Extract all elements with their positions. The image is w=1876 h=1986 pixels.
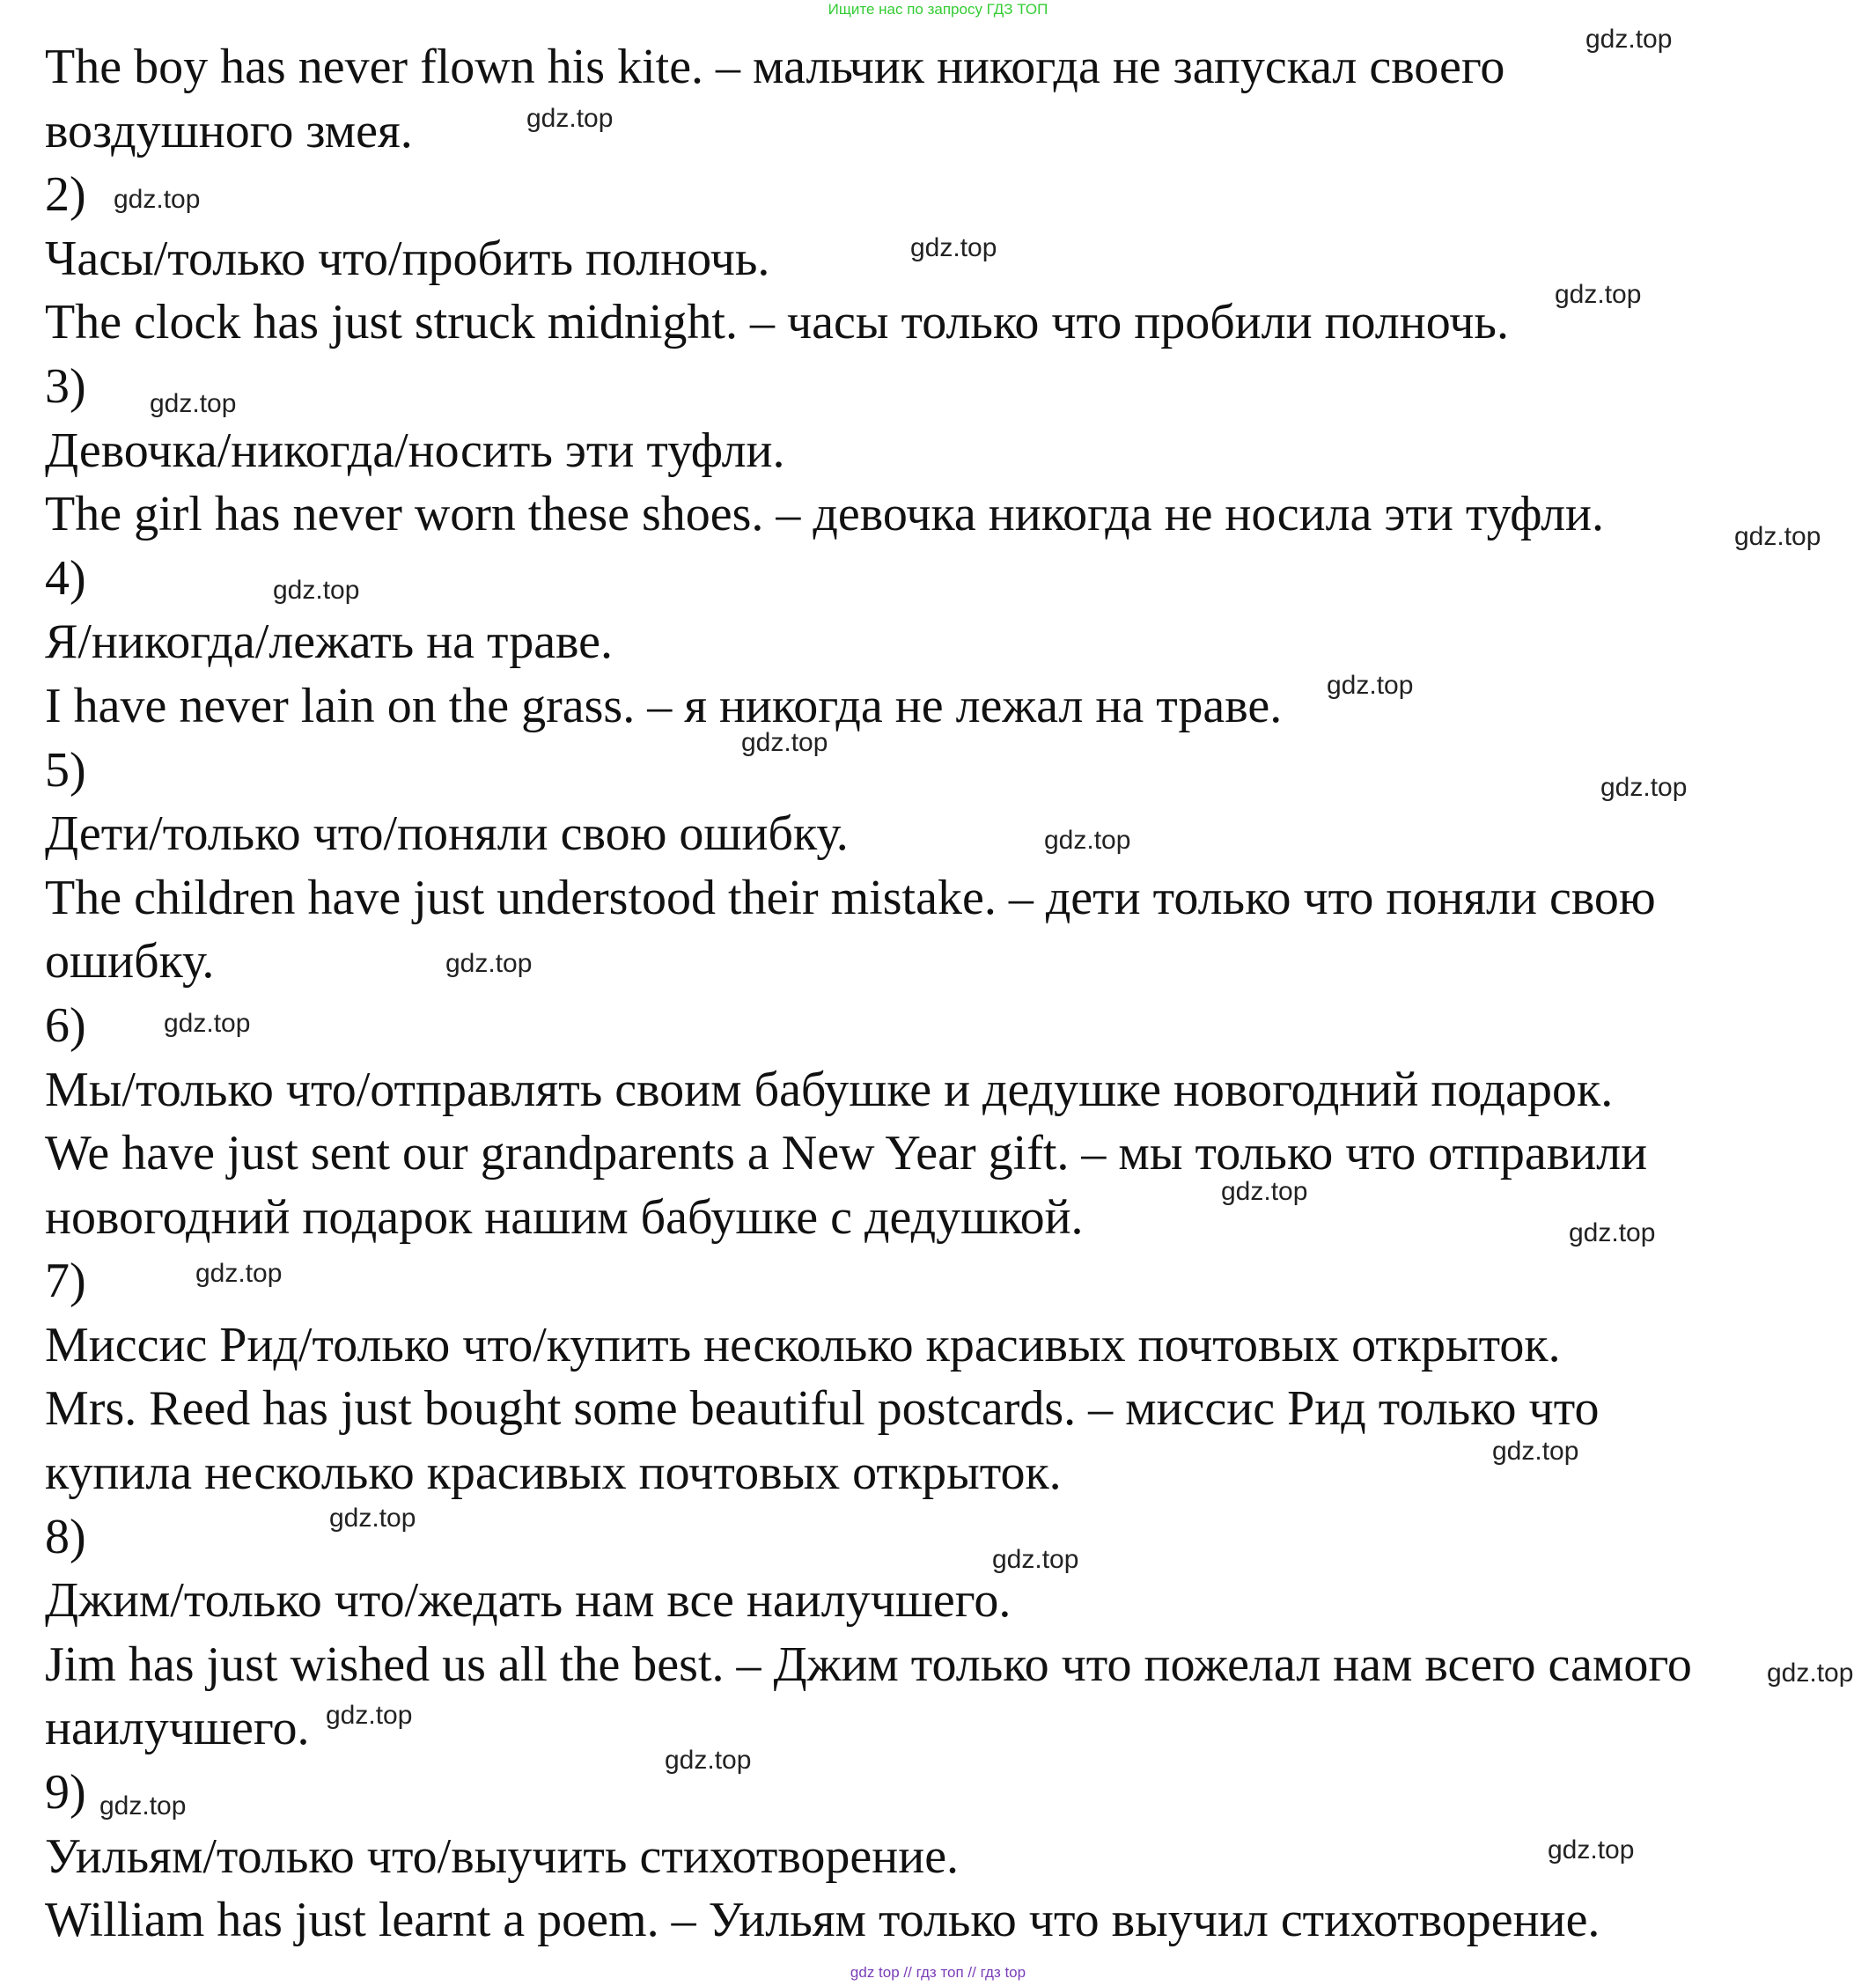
answer-line: Jim has just wished us all the best. – Джим только что пожелал нам всего самого bbox=[45, 1637, 1692, 1692]
watermark: gdz.top bbox=[150, 389, 237, 418]
task-line: Уильям/только что/выучить стихотворение. bbox=[45, 1828, 960, 1884]
watermark: gdz.top bbox=[665, 1746, 752, 1775]
text-line: воздушного змея. bbox=[45, 103, 413, 158]
answer-line: The children have just understood their mistake. – дети только что поняли свою bbox=[45, 870, 1656, 925]
watermark: gdz.top bbox=[910, 233, 997, 262]
watermark: gdz.top bbox=[1600, 773, 1688, 802]
item-number: 4) bbox=[45, 550, 86, 606]
watermark: gdz.top bbox=[1492, 1437, 1579, 1466]
answer-line: I have never lain on the grass. – я никогда не лежал на траве. bbox=[45, 678, 1283, 733]
watermark: gdz.top bbox=[273, 576, 360, 605]
watermark: gdz.top bbox=[195, 1259, 283, 1288]
item-number: 5) bbox=[45, 742, 86, 798]
item-number: 7) bbox=[45, 1254, 86, 1309]
answer-line: купила несколько красивых почтовых открыток. bbox=[45, 1445, 1062, 1501]
watermark: gdz.top bbox=[1585, 25, 1673, 54]
watermark: gdz.top bbox=[164, 1009, 251, 1038]
watermark: gdz.top bbox=[1767, 1659, 1854, 1688]
answer-line: наилучшего. bbox=[45, 1701, 310, 1756]
task-line: Джим/только что/жедать нам все наилучшего. bbox=[45, 1573, 1012, 1629]
watermark: gdz.top bbox=[1221, 1177, 1308, 1206]
item-number: 9) bbox=[45, 1765, 86, 1820]
watermark: gdz.top bbox=[992, 1545, 1079, 1574]
answer-line: ошибку. bbox=[45, 934, 215, 989]
header-note: Ищите нас по запросу ГДЗ ТОП bbox=[828, 1, 1048, 18]
task-line: Мы/только что/отправлять своим бабушке и дедушке новогодний подарок. bbox=[45, 1062, 1614, 1117]
item-number: 3) bbox=[45, 358, 86, 414]
item-number: 2) bbox=[45, 167, 86, 223]
task-line: Девочка/никогда/носить эти туфли. bbox=[45, 423, 785, 478]
watermark: gdz.top bbox=[329, 1504, 416, 1533]
answer-line: The clock has just struck midnight. – часы только что пробили полночь. bbox=[45, 295, 1509, 350]
answer-line: Mrs. Reed has just bought some beautiful postcards. – миссис Рид только что bbox=[45, 1381, 1600, 1437]
answer-line: новогодний подарок нашим бабушке с дедушкой. bbox=[45, 1189, 1084, 1245]
watermark: gdz.top bbox=[1044, 826, 1131, 855]
watermark: gdz.top bbox=[1555, 280, 1642, 309]
item-number: 8) bbox=[45, 1509, 86, 1564]
answer-line: The girl has never worn these shoes. – девочка никогда не носила эти туфли. bbox=[45, 487, 1605, 542]
task-line: Я/никогда/лежать на траве. bbox=[45, 614, 614, 670]
answer-line: William has just learnt a poem. – Уильям только что выучил стихотворение. bbox=[45, 1893, 1600, 1948]
watermark: gdz.top bbox=[445, 949, 533, 978]
answer-line: We have just sent our grandparents a New Year gift. – мы только что отправили bbox=[45, 1126, 1648, 1181]
text-line: The boy has never flown his kite. – мальчик никогда не запускал своего bbox=[45, 40, 1505, 94]
watermark: gdz.top bbox=[526, 104, 614, 133]
watermark: gdz.top bbox=[99, 1791, 187, 1820]
watermark: gdz.top bbox=[1548, 1835, 1635, 1865]
item-number: 6) bbox=[45, 997, 86, 1053]
task-line: Часы/только что/пробить полночь. bbox=[45, 231, 770, 286]
task-line: Дети/только что/поняли свою ошибку. bbox=[45, 806, 849, 862]
watermark: gdz.top bbox=[326, 1701, 413, 1730]
watermark: gdz.top bbox=[1327, 671, 1414, 700]
document-body bbox=[45, 35, 1770, 1953]
watermark: gdz.top bbox=[741, 728, 828, 757]
task-line: Миссис Рид/только что/купить несколько красивых почтовых открыток. bbox=[45, 1317, 1561, 1372]
watermark: gdz.top bbox=[114, 185, 201, 214]
footer-note: gdz top // гдз топ // гдз top bbox=[850, 1964, 1026, 1981]
watermark: gdz.top bbox=[1734, 522, 1821, 551]
watermark: gdz.top bbox=[1569, 1218, 1656, 1247]
